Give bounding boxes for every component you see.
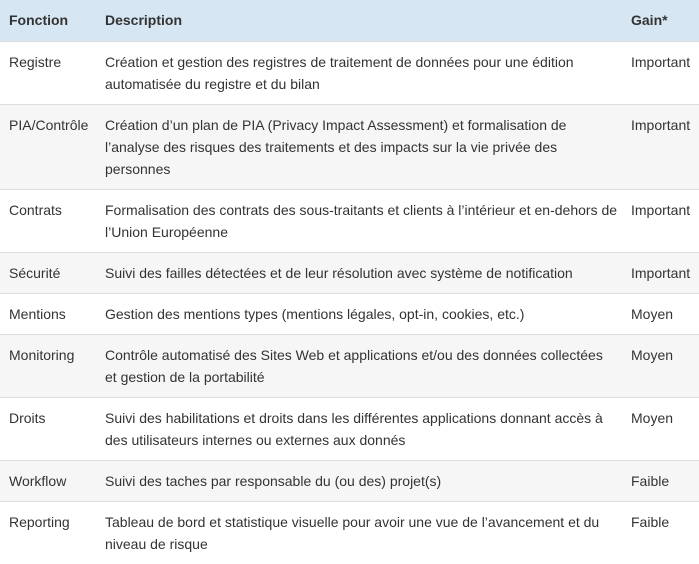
cell-description: Suivi des habilitations et droits dans les différentes applications donnant accès à des utilisateurs internes ou externes aux donnés xyxy=(105,409,603,448)
table-row xyxy=(0,397,699,460)
table-row xyxy=(0,334,699,397)
table-row xyxy=(0,189,699,252)
table-row xyxy=(0,460,699,501)
table-row xyxy=(0,252,699,293)
cell-function: Mentions xyxy=(9,305,66,322)
cell-description: Contrôle automatisé des Sites Web et applications et/ou des données collectées et gestion de la portabilité xyxy=(105,346,603,385)
cell-description: Tableau de bord et statistique visuelle pour avoir une vue de l’avancement et du niveau de risque xyxy=(105,513,600,552)
table-row xyxy=(0,293,699,334)
cell-description: Gestion des mentions types (mentions légales, opt-in, cookies, etc.) xyxy=(105,305,525,322)
header-description: Description xyxy=(105,12,183,29)
cell-gain: Moyen xyxy=(631,305,674,322)
table-body xyxy=(0,41,699,564)
cell-function: Monitoring xyxy=(9,346,75,363)
cell-gain: Moyen xyxy=(631,346,674,363)
table-row xyxy=(0,41,699,104)
cell-gain: Moyen xyxy=(631,409,674,426)
cell-function: Droits xyxy=(9,409,46,426)
cell-function: Workflow xyxy=(9,472,67,489)
cell-gain: Important xyxy=(631,264,691,281)
cell-gain: Important xyxy=(631,116,691,133)
cell-description: Formalisation des contrats des sous-traitants et clients à l’intérieur et en-dehors de l’Union Européenne xyxy=(105,201,618,240)
cell-gain: Important xyxy=(631,201,691,218)
cell-description: Suivi des failles détectées et de leur résolution avec système de notification xyxy=(105,264,573,281)
cell-gain: Faible xyxy=(631,513,670,530)
header-row xyxy=(0,0,699,41)
cell-function: Sécurité xyxy=(9,264,61,281)
header-gain: Gain* xyxy=(631,12,668,29)
cell-function: Contrats xyxy=(9,201,62,218)
header-function: Fonction xyxy=(9,12,69,29)
table-row xyxy=(0,104,699,189)
cell-description: Suivi des taches par responsable du (ou des) projet(s) xyxy=(105,472,442,489)
cell-function: Registre xyxy=(9,53,62,70)
table-header xyxy=(0,0,699,41)
cell-description: Création et gestion des registres de traitement de données pour une édition automatisée du registre et du bilan xyxy=(105,53,574,92)
cell-function: Reporting xyxy=(9,513,70,530)
table-row xyxy=(0,501,699,564)
cell-gain: Important xyxy=(631,53,691,70)
cell-description: Création d’un plan de PIA (Privacy Impact Assessment) et formalisation de l’analyse des risques des traitements et des impacts sur la vie privée des personnes xyxy=(105,116,567,177)
cell-function: PIA/Contrôle xyxy=(9,116,89,133)
cell-gain: Faible xyxy=(631,472,670,489)
